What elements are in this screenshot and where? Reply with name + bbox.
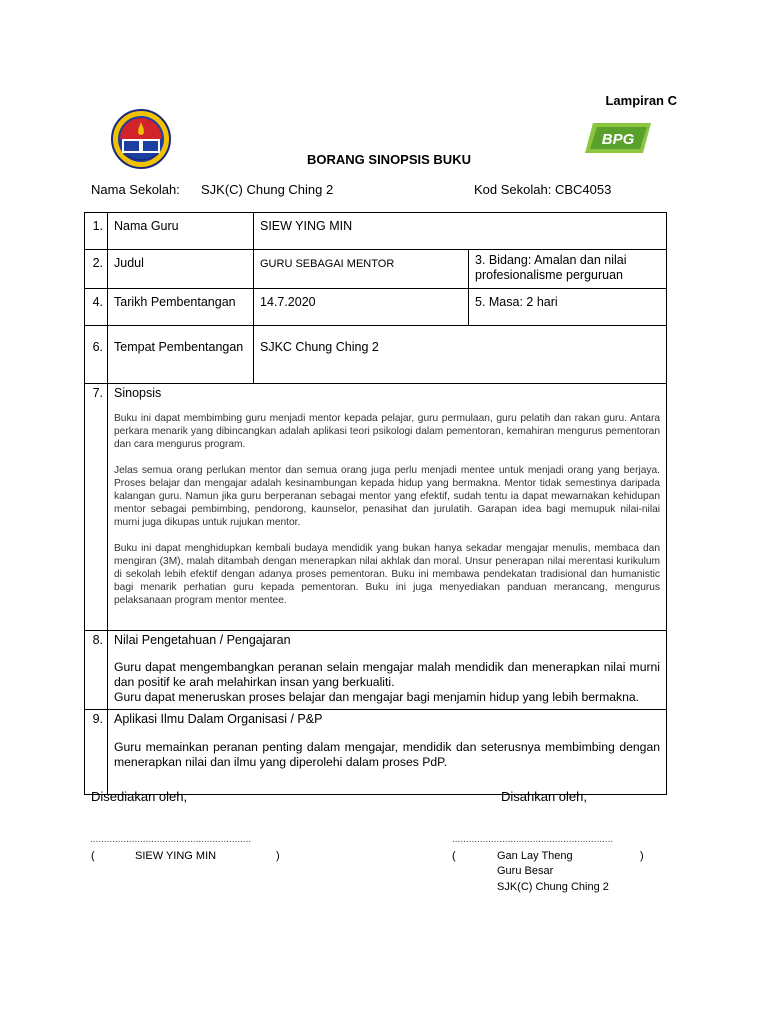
title-value: GURU SEBAGAI MENTOR: [254, 250, 469, 289]
open-paren: (: [91, 850, 95, 862]
knowledge-value-body: [108, 647, 666, 705]
application-body: [108, 726, 666, 770]
school-code: Kod Sekolah: CBC4053: [474, 182, 612, 197]
prepared-signature-line: ..........................................................: [90, 834, 252, 845]
form-title: BORANG SINOPSIS BUKU: [307, 152, 471, 167]
presentation-date-value: 14.7.2020: [254, 289, 469, 326]
open-paren: (: [452, 850, 456, 862]
table-row: [85, 326, 667, 384]
knowledge-value-cell: [108, 631, 667, 710]
row-number: 9.: [85, 710, 108, 795]
row-number: 1.: [85, 213, 108, 250]
synopsis-body: [108, 400, 666, 616]
table-row: [85, 710, 667, 795]
knowledge-value-title: Nilai Pengetahuan / Pengajaran: [114, 633, 291, 647]
application-cell: [108, 710, 667, 795]
knowledge-value-line: Guru dapat meneruskan proses belajar dan mengajar bagi menjamin hidup yang lebih bermakna.: [114, 690, 640, 704]
row-number: 6.: [85, 326, 108, 384]
synopsis-paragraph: Buku ini dapat membimbing guru menjadi mentor kepada pelajar, guru permulaan, guru pelatih dan rakan guru. Antara perkara menarik yang dibincangkan adalah aplikasi teori psikologi dalam pementoran, kemahiran mengurus pementoran dan cara mengurus program.: [114, 413, 661, 451]
table-row: [85, 289, 667, 326]
prepared-by-label: Disediakan oleh,: [91, 789, 188, 804]
close-paren: ): [276, 850, 280, 862]
teacher-name-label: Nama Guru: [108, 213, 254, 250]
approved-signature-line: ..........................................................: [452, 834, 614, 845]
synopsis-paragraph: Jelas semua orang perlukan mentor dan semua orang juga perlu menjadi mentee untuk menjadi orang yang berjaya. Proses belajar dan mengajar adalah kesinambungan kepada hidup yang bermakna. Mentor tidak semestinya daripada kalangan guru. Namun jika guru berperanan sebagai mentor yang efektif, sudah tentu ia dapat mewarnakan kehidupan mentor sebagai pembimbing, pendorong, kaunselor, penasihat dan jurulatih. Garapan idea bagi memupuk nilai-nilai murni juga dikupas untuk rujukan mentor.: [114, 464, 661, 529]
synopsis-title: Sinopsis: [114, 386, 162, 400]
presentation-date-label: Tarikh Pembentangan: [108, 289, 254, 326]
table-row: [85, 631, 667, 710]
title-label: Judul: [108, 250, 254, 289]
synopsis-paragraph: Buku ini dapat menghidupkan kembali budaya mendidik yang bukan hanya sekadar mengajar menulis, membaca dan mengiran (3M), malah ditambah dengan menerapkan nilai akhlak dan moral. Unsur penerapan nilai merentasi kurikulum di sekolah lebih efektif dengan adanya proses pementoran. Buku ini membawa pendekatan tradisional dan humanistic bagi menarik perhatian guru kepada pementoran. Buku ini juga menyediakan panduan merancang, mengurus pelaksanaan program mentor mentee.: [114, 542, 661, 607]
approved-by-label: Disahkan oleh,: [501, 789, 587, 804]
prepared-name: SIEW YING MIN: [135, 850, 217, 862]
synopsis-cell: [108, 384, 667, 631]
application-title: Aplikasi Ilmu Dalam Organisasi / P&P: [114, 712, 323, 726]
teacher-name-value: SIEW YING MIN: [254, 213, 667, 250]
knowledge-value-line: Guru dapat mengembangkan peranan selain mengajar malah mendidik dan menerapkan nilai murni dan positif ke arah melahirkan insan yang berkualiti.: [114, 660, 661, 689]
approved-school: SJK(C) Chung Ching 2: [497, 881, 609, 893]
field-value: 3. Bidang: Amalan dan nilai profesionalisme perguruan: [469, 250, 667, 289]
lampiran-label: Lampiran C: [605, 93, 677, 108]
duration-value: 5. Masa: 2 hari: [469, 289, 667, 326]
application-line: Guru memainkan peranan penting dalam mengajar, mendidik dan seterusnya membimbing dengan menerapkan nilai dan ilmu yang diperolehi dalam proses PdP.: [114, 740, 661, 769]
table-row: [85, 213, 667, 250]
row-number: 2.: [85, 250, 108, 289]
row-number: 7.: [85, 384, 108, 631]
table-row: [85, 384, 667, 631]
close-paren: ): [640, 850, 644, 862]
table-row: [85, 250, 667, 289]
synopsis-form-table: [84, 212, 667, 795]
row-number: 4.: [85, 289, 108, 326]
approved-title: Guru Besar: [497, 865, 554, 877]
school-name-value: SJK(C) Chung Ching 2: [201, 182, 334, 197]
presentation-place-label: Tempat Pembentangan: [108, 326, 254, 384]
bpg-logo-text: BPG: [601, 131, 635, 148]
row-number: 8.: [85, 631, 108, 710]
school-name-label: Nama Sekolah:: [91, 182, 180, 197]
presentation-place-value: SJKC Chung Ching 2: [254, 326, 667, 384]
approved-name: Gan Lay Theng: [497, 850, 573, 862]
